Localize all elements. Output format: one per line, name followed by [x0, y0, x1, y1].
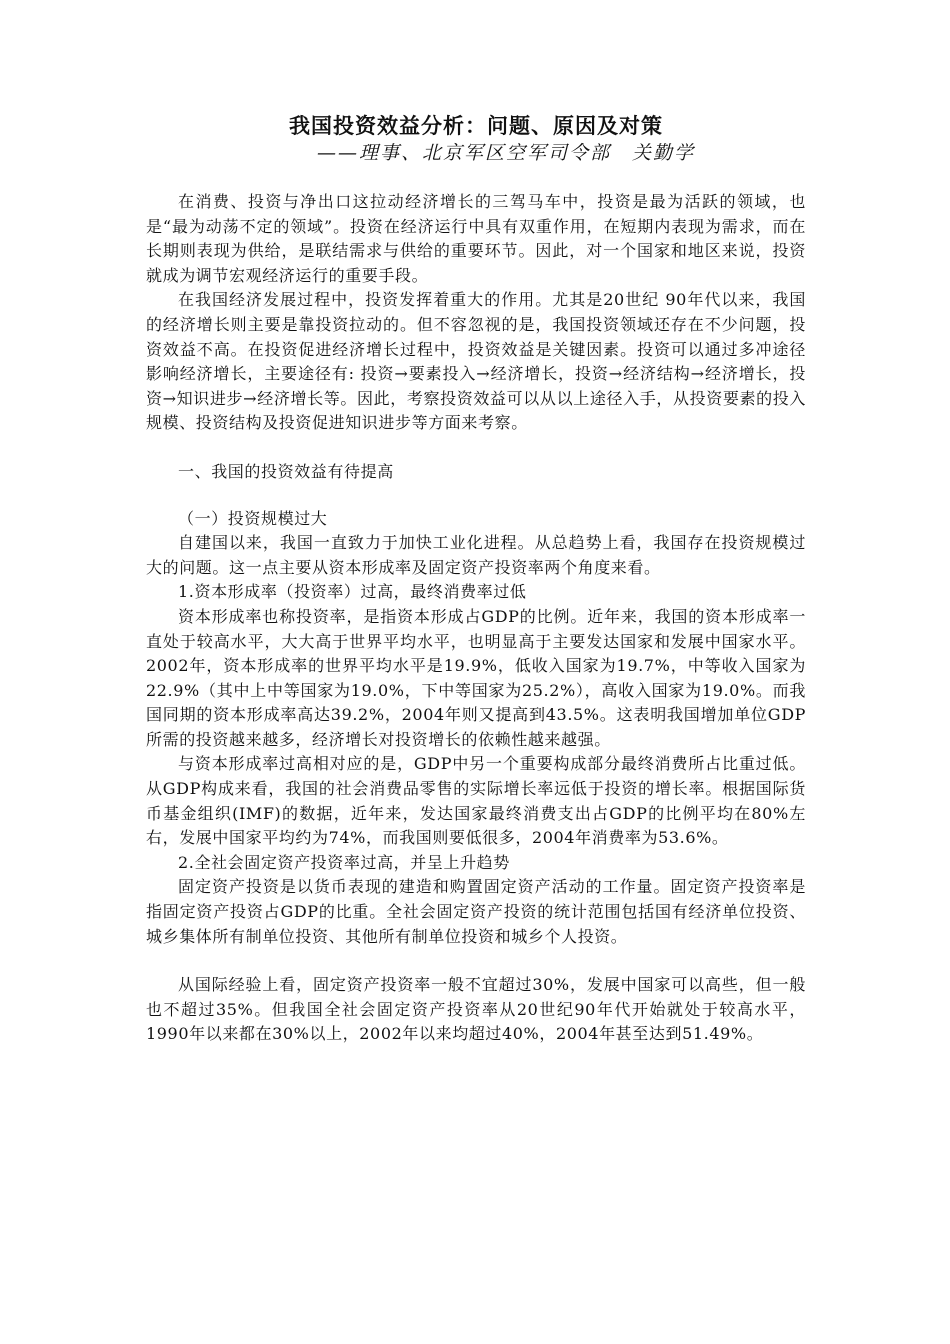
paragraph-intro: 在消费、投资与净出口这拉动经济增长的三驾马车中，投资是最为活跃的领域，也是“最为动荡不定的领域”。投资在经济运行中具有双重作用，在短期内表现为需求，而在长期则表现为供给，是联结需求与供给的重要环节。因此，对一个国家和地区来说，投资就成为调节宏观经济运行的重要手段。: [146, 192, 806, 285]
paragraph-consumption: 与资本形成率过高相对应的是，GDP中另一个重要构成部分最终消费所占比重过低。从GDP构成来看，我国的社会消费品零售的实际增长率远低于投资的增长率。根据国际货币基金组织(IMF)的数据，近年来，发达国家最终消费支出占GDP的比例平均在80%左右，发展中国家平均约为74%，而我国则要低很多，2004年消费率为53.6%。: [146, 754, 806, 848]
document-title: 我国投资效益分析：问题、原因及对策: [289, 114, 663, 138]
document-page: [146, 112, 806, 1047]
point-heading-1: 1.资本形成率（投资率）过高，最终消费率过低: [178, 582, 527, 602]
paragraph-fixed-assets: 固定资产投资是以货币表现的建造和购置固定资产活动的工作量。固定资产投资率是指固定资产投资占GDP的比重。全社会固定资产投资的统计范围包括国有经济单位投资、城乡集体所有制单位投资、其他所有制单位投资和城乡个人投资。: [146, 877, 806, 946]
paragraph-scale: 自建国以来，我国一直致力于加快工业化进程。从总趋势上看，我国存在投资规模过大的问题。这一点主要从资本形成率及固定资产投资率两个角度来看。: [146, 533, 806, 577]
subsection-heading-1: （一）投资规模过大: [178, 508, 328, 528]
author-line: ——理事、北京军区空军司令部 关勤学: [316, 142, 695, 164]
paragraph-investment-role: 在我国经济发展过程中，投资发挥着重大的作用。尤其是20世纪 90年代以来，我国的经济增长则主要是靠投资拉动的。但不容忽视的是，我国投资领域还存在不少问题，投资效益不高。在投资促进经济增长过程中，投资效益是关键因素。投资可以通过多冲途径影响经济增长，主要途径有: 投资→要素投入→经济增长，投资→经济结构→经济增长，投资→知识进步→经济增长等。因此，考察投资效益可以从以上途径入手，从投资要素的投入规模、投资结构及投资促进知识进步等方面来考察。: [146, 290, 806, 433]
point-heading-2: 2.全社会固定资产投资率过高，并呈上升趋势: [178, 852, 510, 872]
section-heading-1: 一、我国的投资效益有待提高: [178, 461, 394, 481]
paragraph-international: 从国际经验上看，固定资产投资率一般不宜超过30%，发展中国家可以高些，但一般也不超过35%。但我国全社会固定资产投资率从20世纪90年代开始就处于较高水平，1990年以来都在30%以上，2002年以来均超过40%，2004年甚至达到51.49%。: [146, 975, 806, 1044]
paragraph-capital-formation: 资本形成率也称投资率，是指资本形成占GDP的比例。近年来，我国的资本形成率一直处于较高水平，大大高于世界平均水平，也明显高于主要发达国家和发展中国家水平。2002年，资本形成率的世界平均水平是19.9%，低收入国家为19.7%，中等收入国家为22.9%（其中上中等国家为19.0%，下中等国家为25.2%），高收入国家为19.0%。而我国同期的资本形成率高达39.2%，2004年则又提高到43.5%。这表明我国增加单位GDP所需的投资越来越多，经济增长对投资增长的依赖性越来越强。: [146, 606, 806, 749]
